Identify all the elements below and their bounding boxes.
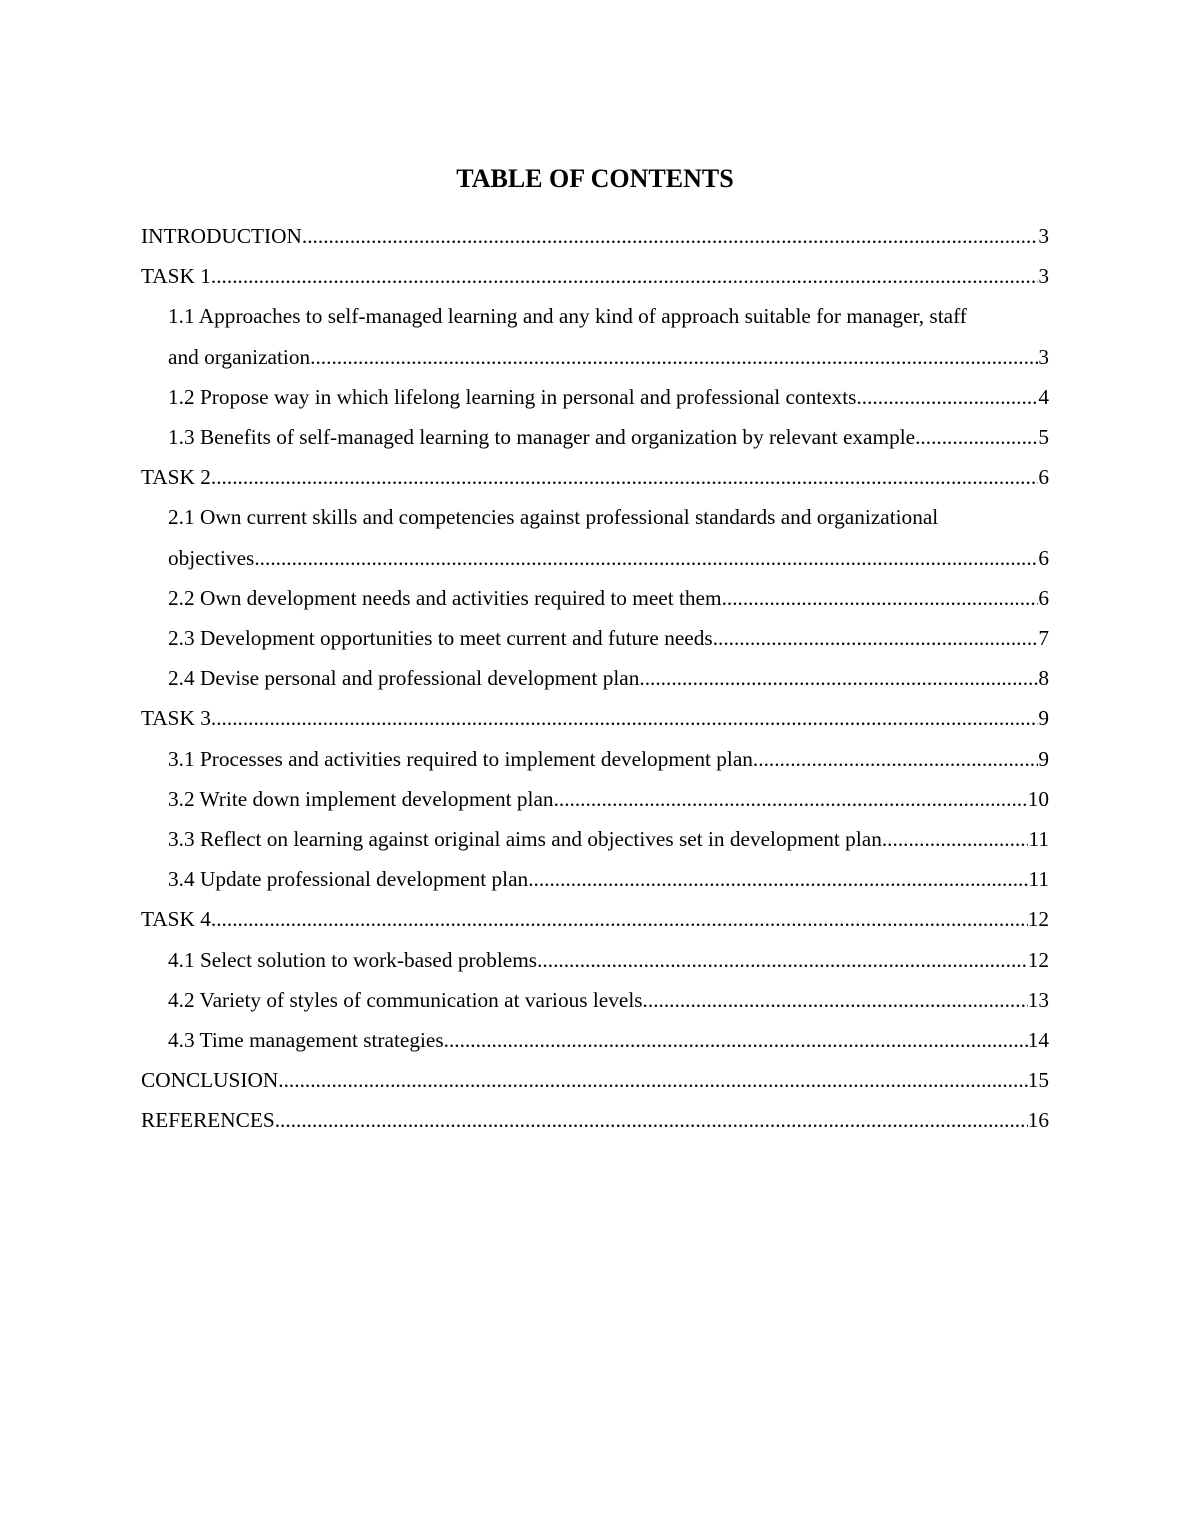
toc-entry-3-1[interactable]	[141, 739, 1049, 779]
toc-entry-1-2[interactable]	[141, 377, 1049, 417]
toc-entry-label: 3.1 Processes and activities required to implement development plan	[168, 746, 753, 771]
dot-leader	[310, 337, 1038, 377]
toc-entry-label: CONCLUSION	[141, 1068, 279, 1093]
toc-page-number: 14	[1027, 1028, 1049, 1053]
toc-entry-3-2[interactable]	[141, 779, 1049, 819]
toc-entry-task-4[interactable]	[141, 899, 1049, 939]
dot-leader	[211, 256, 1038, 296]
dot-leader	[722, 578, 1039, 618]
dot-leader	[713, 618, 1039, 658]
toc-entry-label: 3.2 Write down implement development plan	[168, 786, 554, 811]
toc-page-number: 6	[1038, 465, 1049, 490]
toc-list	[141, 216, 1049, 1141]
toc-page-number: 9	[1038, 706, 1049, 731]
toc-entry-3-3[interactable]	[141, 819, 1049, 859]
toc-entry-1-3[interactable]	[141, 417, 1049, 457]
toc-entry-label-line-1: 1.1 Approaches to self-managed learning and any kind of approach suitable for manager, staff	[168, 304, 967, 329]
toc-entry-label: and organization	[168, 344, 311, 369]
toc-page-number: 15	[1027, 1068, 1049, 1093]
toc-entry-label: TASK 4	[141, 907, 211, 932]
dot-leader	[278, 1060, 1027, 1100]
toc-page-number: 13	[1027, 987, 1049, 1012]
toc-entry-label: TASK 3	[141, 706, 211, 731]
toc-entry-4-2[interactable]	[141, 980, 1049, 1020]
toc-entry-2-1[interactable]	[141, 497, 1049, 577]
toc-entry-task-1[interactable]	[141, 256, 1049, 296]
toc-entry-introduction[interactable]	[141, 216, 1049, 256]
toc-entry-label: 4.3 Time management strategies	[168, 1028, 444, 1053]
toc-entry-label: INTRODUCTION	[141, 224, 302, 248]
toc-entry-label: 4.2 Variety of styles of communication at various levels	[168, 987, 643, 1012]
toc-entry-label: 3.3 Reflect on learning against original aims and objectives set in development plan	[168, 827, 882, 852]
toc-entry-label: 2.2 Own development needs and activities required to meet them	[168, 585, 722, 610]
toc-entry-2-2[interactable]	[141, 578, 1049, 618]
toc-entry-label: 3.4 Update professional development plan	[168, 867, 529, 892]
toc-page-number: 11	[1028, 827, 1049, 852]
toc-page-number: 12	[1027, 907, 1049, 932]
toc-entry-2-4[interactable]	[141, 658, 1049, 698]
dot-leader	[753, 739, 1038, 779]
toc-entry-label: 2.3 Development opportunities to meet current and future needs	[168, 626, 713, 651]
dot-leader	[639, 658, 1038, 698]
toc-page-number: 10	[1027, 786, 1049, 811]
toc-entry-label: 4.1 Select solution to work-based problems	[168, 947, 538, 972]
dot-leader	[254, 538, 1038, 578]
dot-leader	[643, 980, 1028, 1020]
dot-leader	[275, 1100, 1028, 1140]
toc-entry-task-2[interactable]	[141, 457, 1049, 497]
dot-leader	[856, 377, 1038, 417]
toc-page-number: 11	[1028, 867, 1049, 892]
toc-entry-references[interactable]	[141, 1100, 1049, 1140]
toc-entry-label: REFERENCES	[141, 1108, 275, 1133]
dot-leader	[920, 417, 1038, 457]
toc-entry-label: objectives	[168, 545, 255, 570]
toc-title: TABLE OF CONTENTS	[456, 164, 734, 193]
dot-leader	[528, 859, 1028, 899]
dot-leader	[211, 899, 1028, 939]
dot-leader	[554, 779, 1028, 819]
toc-page-number: 4	[1038, 384, 1049, 409]
toc-page-number: 5	[1038, 425, 1049, 450]
toc-entry-label: TASK 1	[141, 264, 211, 289]
toc-entry-4-3[interactable]	[141, 1020, 1049, 1060]
dot-leader	[211, 457, 1038, 497]
toc-entry-label: 2.4 Devise personal and professional development plan	[168, 666, 640, 691]
toc-entry-label: 1.3 Benefits of self-managed learning to manager and organization by relevant example.	[168, 425, 921, 450]
toc-entry-conclusion[interactable]	[141, 1060, 1049, 1100]
dot-leader	[882, 819, 1029, 859]
toc-entry-task-3[interactable]	[141, 698, 1049, 738]
toc-page-number: 3	[1038, 264, 1049, 289]
toc-page-number: 6	[1038, 545, 1049, 570]
toc-entry-4-1[interactable]	[141, 940, 1049, 980]
toc-page-number: 3	[1038, 224, 1049, 248]
toc-page-number: 7	[1038, 626, 1049, 651]
toc-entry-3-4[interactable]	[141, 859, 1049, 899]
dot-leader	[444, 1020, 1028, 1060]
dot-leader	[302, 216, 1038, 256]
dot-leader	[537, 940, 1028, 980]
toc-page-number: 8	[1038, 666, 1049, 691]
toc-entry-1-1[interactable]	[141, 296, 1049, 376]
toc-page-number: 6	[1038, 585, 1049, 610]
toc-page-number: 12	[1027, 947, 1049, 972]
toc-entry-label: 1.2 Propose way in which lifelong learning in personal and professional contexts	[168, 384, 857, 409]
toc-page-number: 9	[1038, 746, 1049, 771]
dot-leader	[211, 698, 1038, 738]
toc-entry-label: TASK 2	[141, 465, 211, 490]
toc-entry-2-3[interactable]	[141, 618, 1049, 658]
toc-entry-label-line-1: 2.1 Own current skills and competencies against professional standards and organizational	[168, 505, 939, 530]
toc-page-number: 16	[1027, 1108, 1049, 1133]
toc-page-number: 3	[1038, 344, 1049, 369]
